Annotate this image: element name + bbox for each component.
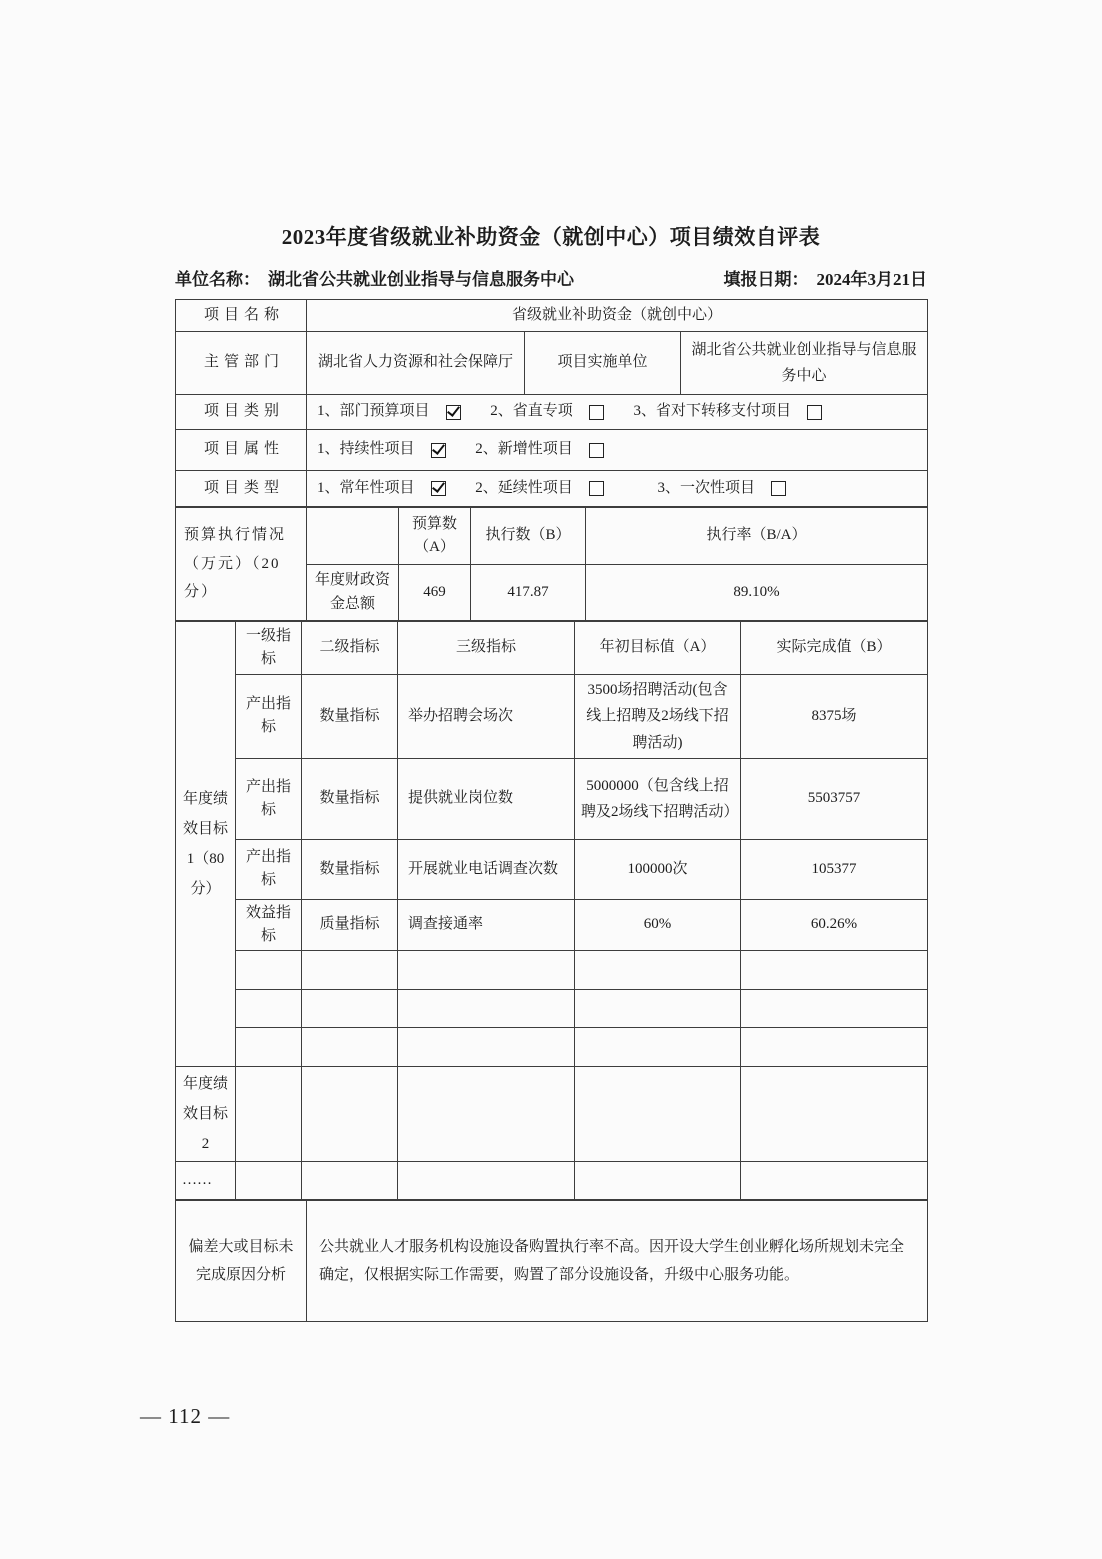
indicator-row bbox=[176, 758, 928, 839]
level3-cell: 提供就业岗位数 bbox=[398, 758, 575, 839]
type-option-1 bbox=[317, 477, 446, 500]
empty-cell bbox=[302, 1162, 398, 1200]
dept-value-cell: 湖北省人力资源和社会保障厅 bbox=[307, 332, 525, 395]
checkbox-unchecked-icon bbox=[589, 481, 604, 496]
deviation-table bbox=[175, 1200, 928, 1322]
indicator-row bbox=[176, 839, 928, 899]
ellipsis-label-cell: …… bbox=[176, 1162, 236, 1200]
rate-col-header: 执行率（B/A） bbox=[586, 508, 928, 565]
budget-table bbox=[175, 507, 928, 621]
report-date-line bbox=[724, 265, 928, 290]
level3-cell: 举办招聘会场次 bbox=[398, 675, 575, 759]
annual-goal-1-label-cell: 年度绩效目标1（80分） bbox=[176, 622, 236, 1067]
target-cell: 100000次 bbox=[575, 839, 741, 899]
empty-cell bbox=[575, 1162, 741, 1200]
level2-cell: 质量指标 bbox=[302, 899, 398, 951]
target-cell: 3500场招聘活动(包含线上招聘及2场线下招聘活动) bbox=[575, 675, 741, 759]
category-label-cell: 项目类别 bbox=[176, 395, 307, 430]
annual-funds-label-cell: 年度财政资金总额 bbox=[307, 565, 399, 621]
table-row bbox=[176, 300, 928, 332]
report-date-label: 填报日期： bbox=[723, 270, 809, 289]
level3-header-cell: 三级指标 bbox=[398, 622, 575, 675]
type-label-cell: 项目类型 bbox=[176, 471, 307, 507]
empty-cell bbox=[741, 1067, 928, 1162]
unit-name-value: 湖北省公共就业创业指导与信息服务中心 bbox=[268, 270, 574, 289]
empty-cell bbox=[236, 990, 302, 1028]
impl-unit-value-cell: 湖北省公共就业创业指导与信息服务中心 bbox=[681, 332, 928, 395]
impl-unit-label-cell: 项目实施单位 bbox=[525, 332, 681, 395]
level2-cell: 数量指标 bbox=[302, 675, 398, 759]
actual-cell: 8375场 bbox=[741, 675, 928, 759]
attribute-label-cell: 项目属性 bbox=[176, 430, 307, 471]
annual-goal-2-row bbox=[176, 1067, 928, 1162]
empty-cell bbox=[398, 1067, 575, 1162]
level3-cell: 开展就业电话调查次数 bbox=[398, 839, 575, 899]
level1-cell: 产出指标 bbox=[236, 758, 302, 839]
checkbox-checked-icon bbox=[446, 405, 461, 420]
option-label: 2、新增性项目 bbox=[475, 441, 573, 458]
category-option-1 bbox=[317, 400, 461, 423]
option-label: 1、常年性项目 bbox=[317, 479, 415, 496]
empty-cell bbox=[236, 1028, 302, 1067]
empty-cell bbox=[236, 1162, 302, 1200]
category-options-cell bbox=[307, 395, 928, 430]
empty-cell bbox=[302, 1028, 398, 1067]
attribute-option-2 bbox=[475, 438, 604, 461]
indicator-row bbox=[176, 899, 928, 951]
empty-cell bbox=[302, 1067, 398, 1162]
level1-cell: 效益指标 bbox=[236, 899, 302, 951]
actual-cell: 5503757 bbox=[741, 758, 928, 839]
unit-name-line bbox=[175, 265, 574, 290]
level2-cell: 数量指标 bbox=[302, 839, 398, 899]
option-label: 3、省对下转移支付项目 bbox=[633, 403, 792, 420]
empty-cell bbox=[575, 990, 741, 1028]
category-option-2 bbox=[490, 400, 604, 423]
option-label: 2、省直专项 bbox=[490, 403, 573, 420]
checkbox-unchecked-icon bbox=[807, 405, 822, 420]
option-label: 3、一次性项目 bbox=[657, 479, 756, 496]
option-label: 2、延续性项目 bbox=[475, 479, 573, 496]
deviation-row bbox=[176, 1201, 928, 1322]
deviation-label-cell: 偏差大或目标未完成原因分析 bbox=[176, 1201, 307, 1322]
empty-cell bbox=[398, 951, 575, 990]
target-cell: 60% bbox=[575, 899, 741, 951]
category-option-3 bbox=[634, 400, 823, 423]
attribute-option-1 bbox=[317, 438, 446, 461]
project-name-label-cell: 项目名称 bbox=[176, 300, 307, 332]
basic-info-table bbox=[175, 299, 928, 507]
empty-indicator-row bbox=[176, 951, 928, 990]
empty-cell bbox=[236, 1067, 302, 1162]
type-option-3 bbox=[658, 477, 787, 500]
empty-indicator-row bbox=[176, 990, 928, 1028]
table-row bbox=[176, 508, 928, 565]
exec-col-header: 执行数（B） bbox=[471, 508, 586, 565]
project-name-value-cell: 省级就业补助资金（就创中心） bbox=[307, 300, 928, 332]
level2-cell: 数量指标 bbox=[302, 758, 398, 839]
table-row bbox=[176, 332, 928, 395]
empty-cell bbox=[307, 508, 399, 565]
empty-cell bbox=[741, 990, 928, 1028]
empty-cell bbox=[398, 1162, 575, 1200]
meta-line bbox=[175, 265, 927, 290]
page-title: 2023年度省级就业补助资金（就创中心）项目绩效自评表 bbox=[281, 225, 821, 249]
option-label: 1、部门预算项目 bbox=[317, 403, 430, 420]
actual-cell: 105377 bbox=[741, 839, 928, 899]
checkbox-unchecked-icon bbox=[589, 443, 604, 458]
empty-indicator-row bbox=[176, 1028, 928, 1067]
level3-cell: 调查接通率 bbox=[398, 899, 575, 951]
checkbox-checked-icon bbox=[431, 443, 446, 458]
indicator-row bbox=[176, 675, 928, 759]
actual-cell: 60.26% bbox=[741, 899, 928, 951]
empty-cell bbox=[575, 1067, 741, 1162]
empty-cell bbox=[741, 951, 928, 990]
empty-cell bbox=[575, 951, 741, 990]
budget-value-cell: 469 bbox=[399, 565, 471, 621]
level1-header-cell: 一级指标 bbox=[236, 622, 302, 675]
report-date-value: 2024年3月21日 bbox=[816, 270, 927, 289]
deviation-content-cell: 公共就业人才服务机构设施设备购置执行率不高。因开设大学生创业孵化场所规划未完全确定，仅根据实际工作需要，购置了部分设施设备，升级中心服务功能。 bbox=[307, 1201, 928, 1322]
target-header-cell: 年初目标值（A） bbox=[575, 622, 741, 675]
form-document bbox=[175, 221, 927, 1322]
empty-cell bbox=[741, 1028, 928, 1067]
empty-cell bbox=[302, 990, 398, 1028]
budget-section-label-cell bbox=[176, 508, 307, 621]
empty-cell bbox=[302, 951, 398, 990]
annual-goal-2-label-cell: 年度绩效目标2 bbox=[176, 1067, 236, 1162]
empty-cell bbox=[741, 1162, 928, 1200]
ellipsis-row bbox=[176, 1162, 928, 1200]
checkbox-unchecked-icon bbox=[589, 405, 604, 420]
checkbox-checked-icon bbox=[431, 481, 446, 496]
empty-cell bbox=[236, 951, 302, 990]
type-option-2 bbox=[475, 477, 604, 500]
rate-value-cell: 89.10% bbox=[586, 565, 928, 621]
option-label: 1、持续性项目 bbox=[317, 441, 415, 458]
target-cell: 5000000（包含线上招聘及2场线下招聘活动） bbox=[575, 758, 741, 839]
empty-cell bbox=[398, 1028, 575, 1067]
dept-label-cell: 主管部门 bbox=[176, 332, 307, 395]
budget-label-line1: 预算执行情况 bbox=[184, 527, 287, 544]
level2-header-cell: 二级指标 bbox=[302, 622, 398, 675]
exec-value-cell: 417.87 bbox=[471, 565, 586, 621]
indicator-header-row bbox=[176, 622, 928, 675]
level1-cell: 产出指标 bbox=[236, 839, 302, 899]
table-row bbox=[176, 471, 928, 507]
table-row bbox=[176, 430, 928, 471]
table-row bbox=[176, 395, 928, 430]
level1-cell: 产出指标 bbox=[236, 675, 302, 759]
indicators-table bbox=[175, 621, 928, 1200]
budget-label-line2: （万元）（20分） bbox=[184, 555, 281, 601]
actual-header-cell: 实际完成值（B） bbox=[741, 622, 928, 675]
checkbox-unchecked-icon bbox=[771, 481, 786, 496]
unit-name-label: 单位名称： bbox=[175, 270, 260, 289]
budget-col-header: 预算数（A） bbox=[399, 508, 471, 565]
page-number: — 112 — bbox=[140, 1404, 231, 1428]
empty-cell bbox=[398, 990, 575, 1028]
type-options-cell bbox=[307, 471, 928, 507]
attribute-options-cell bbox=[307, 430, 928, 471]
empty-cell bbox=[575, 1028, 741, 1067]
